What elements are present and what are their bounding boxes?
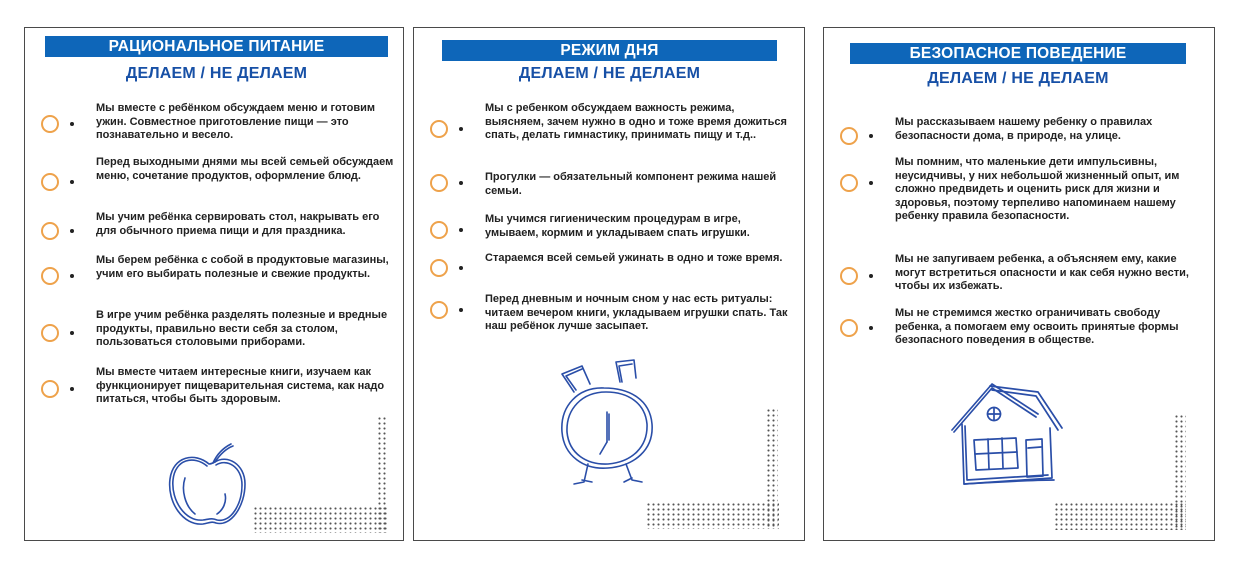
list-item [840, 116, 1206, 146]
card-subtitle: ДЕЛАЕМ / НЕ ДЕЛАЕМ [125, 65, 308, 82]
list-item-text: Мы берем ребёнка с собой в продуктовые магазины, учим его выбирать полезные и свежие продукты. [96, 254, 389, 280]
bullet-icon [459, 228, 463, 232]
list-item-text: Мы с ребенком обсуждаем важность режима, выясняем, зачем нужно в одно и тоже время дожиться спать, делать гимнастику, принимать пищу и т.д.. [485, 102, 787, 142]
bullet-icon [869, 326, 873, 330]
bullet-icon [70, 274, 74, 278]
dot-pattern [646, 502, 779, 529]
checkbox-circle-icon [41, 267, 59, 285]
bullet-icon [70, 122, 74, 126]
checkbox-circle-icon [840, 267, 858, 285]
bullet-icon [70, 331, 74, 335]
bullet-icon [459, 127, 463, 131]
list-item-text: Мы вместе читаем интересные книги, изучаем как функционирует пищеварительная система, как надо питаться, чтобы быть здоровым. [96, 366, 385, 406]
card-title-banner: РЕЖИМ ДНЯ [442, 40, 777, 61]
bullet-icon [459, 308, 463, 312]
list-item-text: Мы учим ребёнка сервировать стол, накрывать его для обычного приема пищи и для праздника. [96, 211, 380, 237]
house-icon [948, 376, 1068, 491]
checkbox-circle-icon [840, 174, 858, 192]
list-item-text: Мы учимся гигиеническим процедурам в игре, умываем, кормим и укладываем спать игрушки. [485, 213, 750, 239]
list-item [41, 102, 395, 144]
bullet-icon [869, 181, 873, 185]
dot-pattern [1174, 414, 1186, 530]
card-safe-behavior [823, 27, 1215, 541]
bullet-icon [459, 181, 463, 185]
list-item-text: В игре учим ребёнка разделять полезные и вредные продукты, правильно вести себя за столом, пользоваться столовыми приборами. [96, 309, 388, 349]
checkbox-circle-icon [41, 222, 59, 240]
list-item [41, 366, 395, 408]
dot-pattern [1054, 502, 1186, 530]
list-item [430, 293, 796, 335]
list-item-text: Перед выходными днями мы всей семьей обсуждаем меню, сочетание продуктов, оформление блюд. [96, 156, 394, 182]
list-item-text: Стараемся всей семьей ужинать в одно и тоже время. [485, 252, 783, 264]
card-subtitle: ДЕЛАЕМ / НЕ ДЕЛАЕМ [927, 70, 1109, 87]
checkbox-circle-icon [41, 324, 59, 342]
dot-pattern [766, 408, 778, 529]
checkbox-circle-icon [41, 115, 59, 133]
list-item [41, 254, 395, 296]
list-item [430, 102, 796, 158]
dot-pattern [253, 506, 388, 533]
list-item [430, 252, 796, 282]
list-item-text: Мы не стремимся жестко ограничивать свободу ребенка, а помогаем ему освоить принятые формы безопасного поведения в обществе. [895, 307, 1179, 347]
checkbox-circle-icon [41, 380, 59, 398]
bullet-icon [70, 387, 74, 391]
apple-icon [165, 434, 255, 534]
checkbox-circle-icon [840, 127, 858, 145]
dot-pattern [377, 416, 388, 533]
checkbox-circle-icon [430, 174, 448, 192]
list-item [41, 156, 395, 198]
checkbox-circle-icon [430, 120, 448, 138]
bullet-icon [70, 180, 74, 184]
bullet-icon [459, 266, 463, 270]
list-item-text: Прогулки — обязательный компонент режима нашей семьи. [485, 171, 777, 197]
bullet-icon [70, 229, 74, 233]
list-item [840, 307, 1206, 349]
checkbox-circle-icon [41, 173, 59, 191]
list-item [430, 171, 796, 201]
list-item [840, 253, 1206, 295]
alarm-clock-icon [552, 354, 667, 494]
bullet-icon [869, 134, 873, 138]
checkbox-circle-icon [430, 301, 448, 319]
list-item [840, 156, 1206, 240]
bullet-icon [869, 274, 873, 278]
checkbox-circle-icon [430, 259, 448, 277]
card-daily-routine [413, 27, 805, 541]
list-item-text: Мы не запугиваем ребенка, а объясняем ему, какие могут встретиться опасности и как себя нужно вести, чтобы их избежать. [895, 253, 1189, 293]
list-item [430, 213, 796, 243]
list-item [41, 211, 395, 241]
list-item-text: Мы вместе с ребёнком обсуждаем меню и готовим ужин. Совместное приготовление пищи — это познавательно и весело. [96, 102, 376, 142]
card-healthy-eating [24, 27, 404, 541]
list-item-text: Перед дневным и ночным сном у нас есть ритуалы: читаем вечером книги, укладываем игрушки спать. Так наш ребёнок лучше засыпает. [485, 293, 788, 333]
card-title-banner: РАЦИОНАЛЬНОЕ ПИТАНИЕ [45, 36, 388, 57]
checkbox-circle-icon [430, 221, 448, 239]
list-item-text: Мы помним, что маленькие дети импульсивны, неусидчивы, у них небольшой жизненный опыт, им сложно предвидеть и оценить риск для жизни и здоровья, поэтому терпеливо напоминаем нашему ребенку правила безопасности. [895, 156, 1180, 223]
checkbox-circle-icon [840, 319, 858, 337]
list-item [41, 309, 395, 351]
card-subtitle: ДЕЛАЕМ / НЕ ДЕЛАЕМ [518, 65, 701, 82]
card-title-banner: БЕЗОПАСНОЕ ПОВЕДЕНИЕ [850, 43, 1186, 64]
list-item-text: Мы рассказываем нашему ребенку о правилах безопасности дома, в природе, на улице. [895, 116, 1153, 142]
